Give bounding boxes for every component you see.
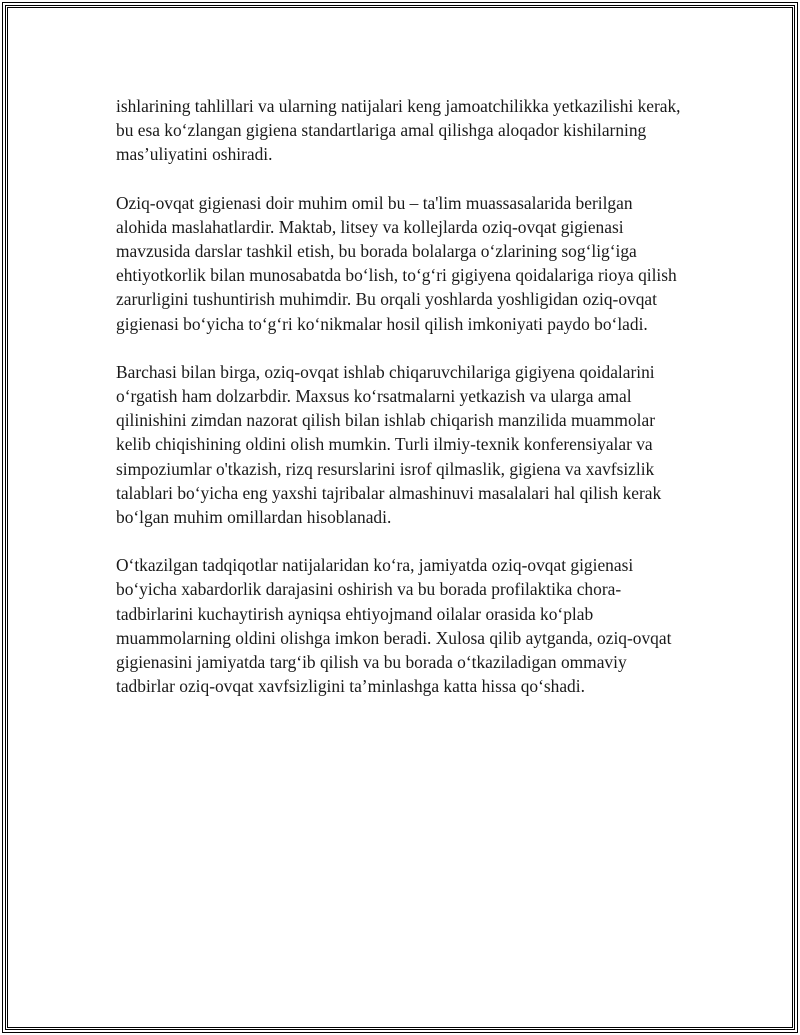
paragraph-2: Oziq-ovqat gigienasi doir muhim omil bu – ta'lim muassasalarida berilgan alohida maslahatlardir. Maktab, litsey va kollejlarda oziq-ovqat gigienasi mavzusida darslar tashkil etish, bu borada bolalarga o‘zlarining sog‘lig‘iga ehtiyotkorlik bilan munosabatda bo‘lish, to‘g‘ri gigiyena qoidalariga rioya qilish zarurligini tushuntirish muhimdir. Bu orqali yoshlarda yoshligidan oziq-ovqat gigienasi bo‘yicha to‘g‘ri ko‘nikmalar hosil qilish imkoniyati paydo bo‘ladi. — [116, 192, 677, 334]
paragraph-1: ishlarining tahlillari va ularning natijalari keng jamoatchilikka yetkazilishi kerak, bu esa ko‘zlangan gigiena standartlariga amal qilishga aloqador kishilarning mas’uliyatini oshiradi. — [116, 96, 681, 165]
document-body — [116, 94, 686, 722]
paragraph-3: Barchasi bilan birga, oziq-ovqat ishlab chiqaruvchilariga gigiyena qoidalarini o‘rgatish ham dolzarbdir. Maxsus ko‘rsatmalarni yetkazish va ularga amal qilinishini zimdan nazorat qilish bilan ishlab chiqarish manzilida muammolar kelib chiqishining oldini olish mumkin. Turli ilmiy-texnik konferensiyalar va simpoziumlar o'tkazish, rizq resurslarini isrof qilmaslik, gigiena va xavfsizlik talablari bo‘yicha eng yaxshi tajribalar almashinuvi masalalari hal qilish kerak bo‘lgan muhim omillardan hisoblanadi. — [116, 361, 662, 528]
paragraph-4: O‘tkazilgan tadqiqotlar natijalaridan ko‘ra, jamiyatda oziq-ovqat gigienasi bo‘yicha xabardorlik darajasini oshirish va bu borada profilaktika chora-tadbirlarini kuchaytirish ayniqsa ehtiyojmand oilalar orasida ko‘plab muammolarning oldini olishga imkon beradi. Xulosa qilib aytganda, oziq-ovqat gigienasini jamiyatda targ‘ib qilish va bu borada o‘tkaziladigan ommaviy tadbirlar oziq-ovqat xavfsizligini ta’minlashga katta hissa qo‘shadi. — [116, 555, 672, 697]
